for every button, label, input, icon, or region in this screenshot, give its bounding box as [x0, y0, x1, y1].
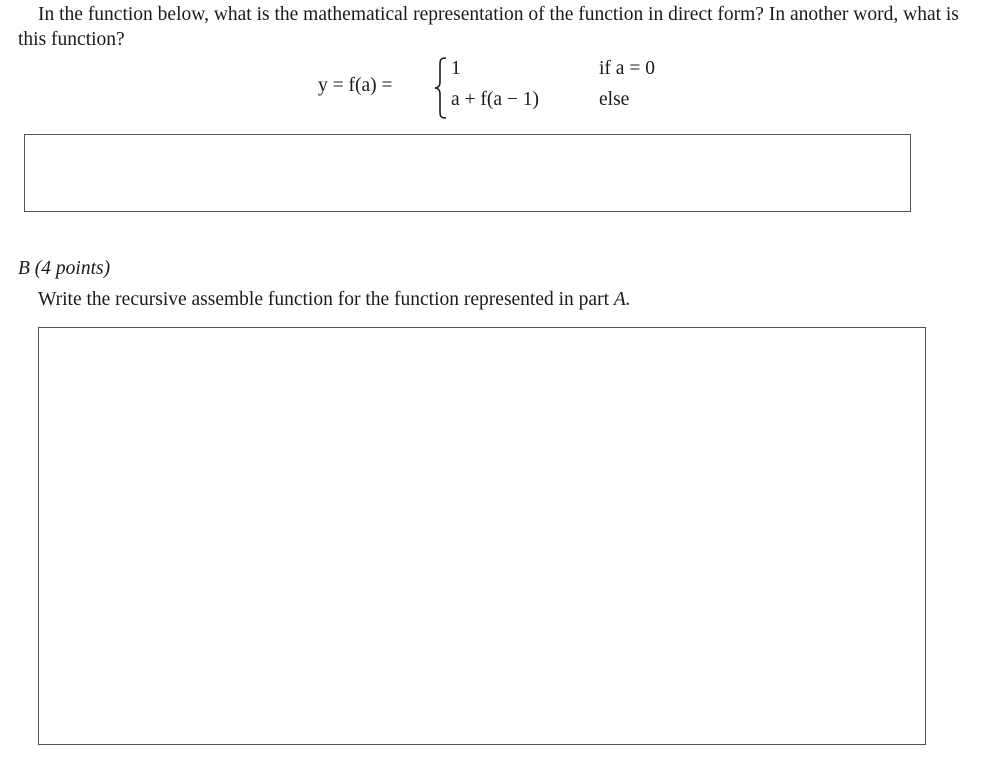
recursive-formula [318, 56, 698, 120]
case-2-value: a + f(a − 1) [451, 89, 540, 110]
answer-box-part-a[interactable] [24, 134, 911, 212]
part-reference: A. [613, 289, 631, 310]
answer-box-part-b[interactable] [38, 327, 926, 745]
formula-lhs: y = f(a) = [318, 75, 393, 96]
case-1-condition: if a = 0 [599, 58, 655, 79]
question-text: In the function below, what is the mathematical representation of the function in direct form? In another word, what is this function? [18, 4, 959, 50]
case-2-condition: else [599, 89, 630, 110]
left-brace-icon [433, 56, 449, 120]
case-1-value: 1 [451, 58, 461, 79]
part-b-instruction [38, 289, 631, 311]
part-b-instruction-text: Write the recursive assemble function for the function represented in part [38, 289, 609, 310]
part-b-heading: B (4 points) [18, 258, 111, 279]
